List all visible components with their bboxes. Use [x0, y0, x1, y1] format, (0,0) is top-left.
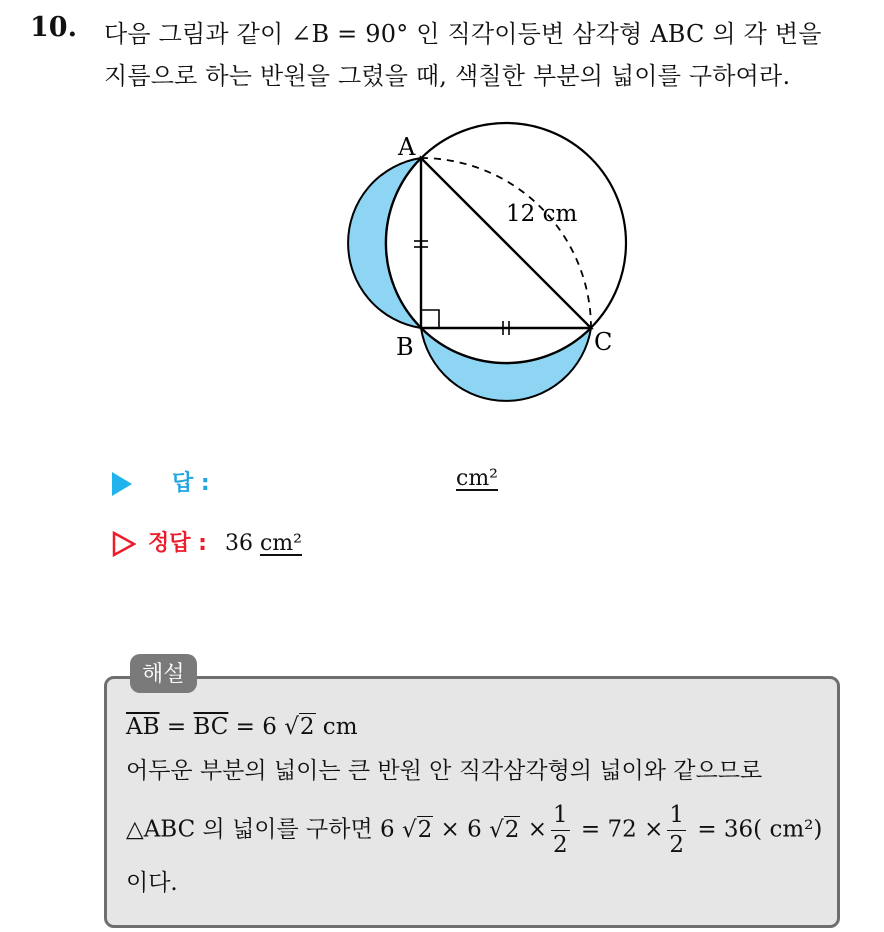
- shaded-lune-bc: [421, 328, 591, 401]
- solution-line-2: 어두운 부분의 넓이는 큰 반원 안 직각삼각형의 넓이와 같으므로: [126, 758, 763, 784]
- answer-label: 답 :: [172, 471, 210, 496]
- question-text-line-1: 다음 그림과 같이 ∠B = 90° 인 직각이등변 삼각형 ABC 의 각 변을: [104, 20, 822, 48]
- segment-ab: $\overline{AB}$: [126, 714, 160, 740]
- correct-answer-value: 36: [224, 531, 253, 556]
- question-number: 10.: [30, 12, 77, 43]
- sqrt-symbol-2: √2: [489, 816, 520, 843]
- unit-cm: cm: [315, 714, 358, 740]
- answer-unit: cm²: [456, 466, 499, 491]
- solution-tag: 해설: [130, 654, 197, 693]
- fraction-half-1: $\frac{1}{2}$: [552, 802, 568, 858]
- label-a: A: [398, 133, 416, 161]
- eq-value: = 6: [228, 714, 285, 740]
- correct-answer-label: 정답 :: [148, 531, 207, 556]
- shaded-lune-ab: [348, 158, 421, 328]
- segment-bc: $\overline{BC}$: [193, 714, 229, 740]
- sqrt-symbol: √2: [284, 714, 315, 740]
- hypotenuse-label: 12 cm: [506, 201, 578, 227]
- outline-triangle-icon: [112, 531, 136, 557]
- solution-line-1: [126, 714, 358, 740]
- correct-answer-row: [112, 526, 302, 557]
- calc-prefix: △ABC 의 넓이를 구하면 6: [126, 816, 402, 843]
- calc-times-1: × 6: [433, 816, 490, 843]
- solution-line-4: 이다.: [126, 870, 178, 896]
- question-text-line-2: 지름으로 하는 반원을 그렸을 때, 색칠한 부분의 넓이를 구하여라.: [104, 62, 791, 90]
- label-c: C: [594, 328, 613, 356]
- answer-row: [112, 466, 210, 497]
- correct-answer-unit: cm²: [259, 531, 302, 556]
- sqrt-symbol-1: √2: [401, 816, 433, 843]
- solution-line-3: [126, 804, 822, 857]
- calc-times-2: ×: [520, 816, 547, 843]
- filled-triangle-icon: [112, 472, 132, 496]
- eq-sign-1: =: [159, 714, 194, 740]
- fraction-half-2: $\frac{1}{2}$: [669, 802, 685, 858]
- geometry-figure: [300, 120, 640, 430]
- right-angle-mark: [421, 310, 439, 328]
- calc-result: = 36( cm²): [690, 816, 823, 843]
- label-b: B: [396, 333, 414, 361]
- calc-eq-72: = 72 ×: [573, 816, 664, 843]
- triangle-abc: [421, 158, 591, 328]
